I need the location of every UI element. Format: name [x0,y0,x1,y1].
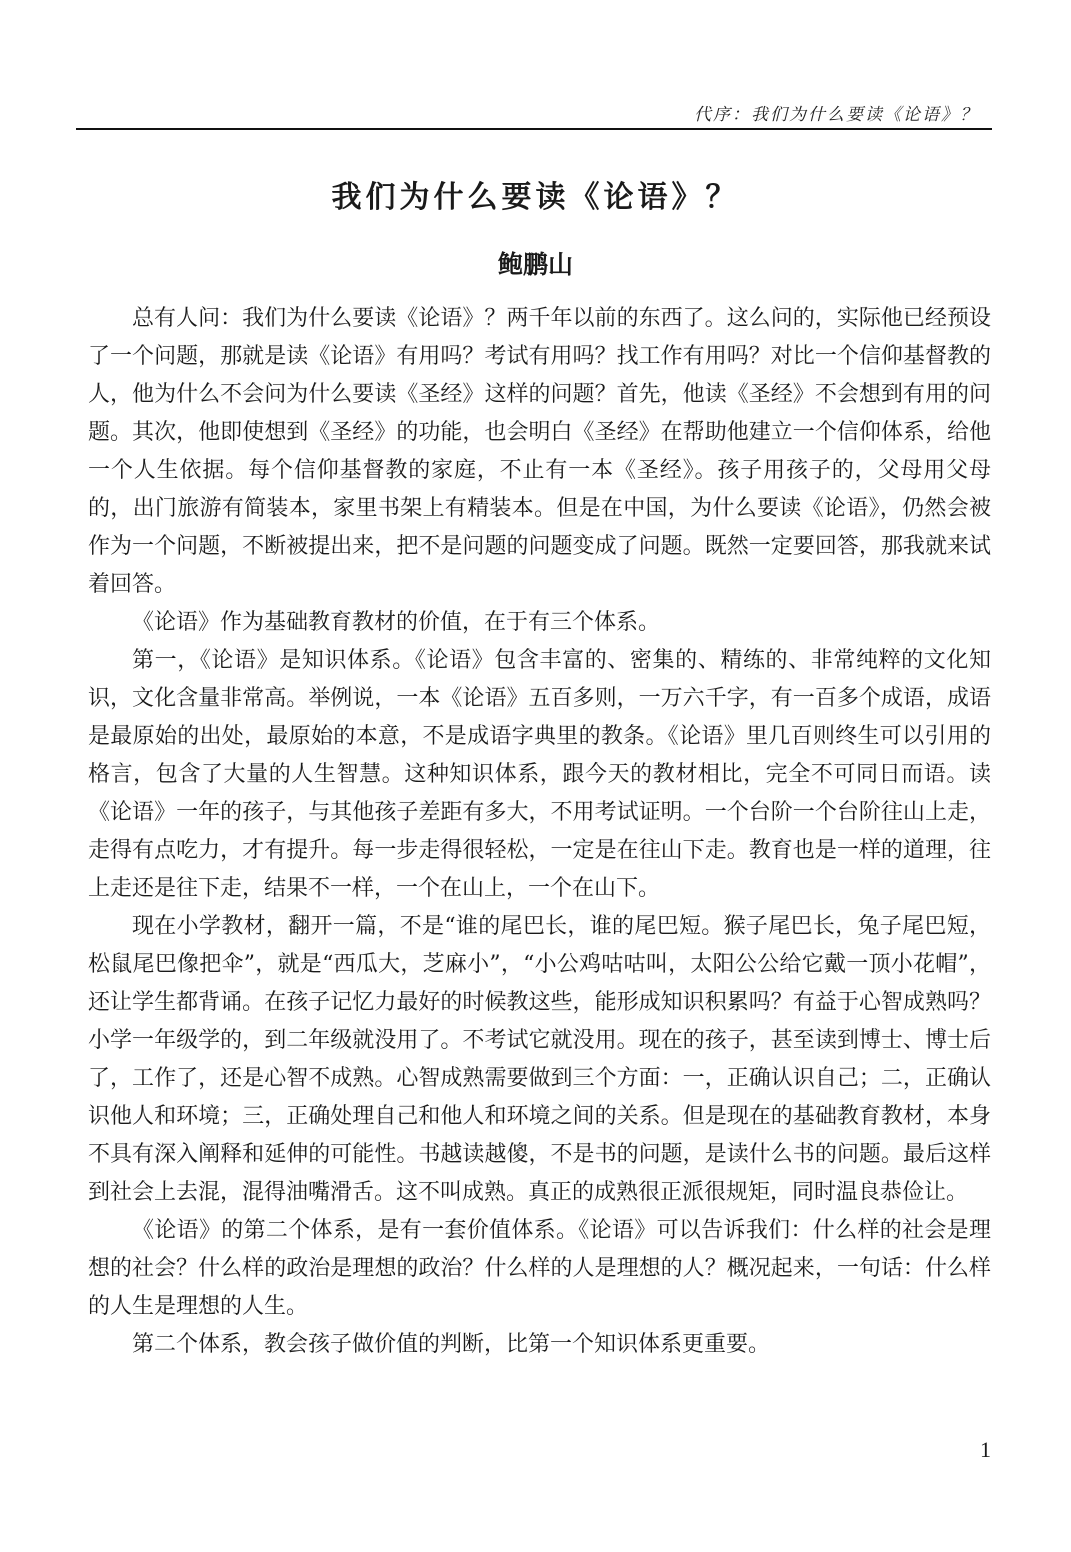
header-rule [76,128,992,130]
paragraph: 第一，《论语》是知识体系。《论语》包含丰富的、密集的、精练的、非常纯粹的文化知识，文化含量非常高。举例说，一本《论语》五百多则，一万六千字，有一百多个成语，成语是最原始的出处，最原始的本意，不是成语字典里的教条。《论语》里几百则终生可以引用的格言，包含了大量的人生智慧。这种知识体系，跟今天的教材相比，完全不可同日而语。读《论语》一年的孩子，与其他孩子差距有多大，不用考试证明。一个台阶一个台阶往山上走，走得有点吃力，才有提升。每一步走得很轻松，一定是在往山下走。教育也是一样的道理，往上走还是往下走，结果不一样，一个在山上，一个在山下。 [88,648,991,901]
running-header: 代序：我们为什么要读《论语》？ [694,105,979,125]
paragraph: 《论语》的第二个体系，是有一套价值体系。《论语》可以告诉我们：什么样的社会是理想的社会？什么样的政治是理想的政治？什么样的人是理想的人？概况起来，一句话：什么样的人生是理想的人生。 [88,1218,991,1319]
article-title: 我们为什么要读《论语》？ [331,180,740,215]
paragraph: 现在小学教材，翻开一篇，不是“谁的尾巴长，谁的尾巴短。猴子尾巴长，兔子尾巴短，松鼠尾巴像把伞”，就是“西瓜大，芝麻小”，“小公鸡咕咕叫，太阳公公给它戴一顶小花帽”，还让学生都背诵。在孩子记忆力最好的时候教这些，能形成知识积累吗？有益于心智成熟吗？小学一年级学的，到二年级就没用了。不考试它就没用。现在的孩子，甚至读到博士、博士后了，工作了，还是心智不成熟。心智成熟需要做到三个方面：一，正确认识自己；二，正确认识他人和环境；三，正确处理自己和他人和环境之间的关系。但是现在的基础教育教材，本身不具有深入阐释和延伸的可能性。书越读越傻，不是书的问题，是读什么书的问题。最后这样到社会上去混，混得油嘴滑舌。这不叫成熟。真正的成熟很正派很规矩，同时温良恭俭让。 [88,914,991,1205]
paragraph: 《论语》作为基础教育教材的价值，在于有三个体系。 [132,610,661,635]
page-number: 1 [980,1437,991,1462]
article-author: 鲍鹏山 [497,250,573,279]
paragraph: 总有人问：我们为什么要读《论语》？两千年以前的东西了。这么问的，实际他已经预设了一个问题，那就是读《论语》有用吗？考试有用吗？找工作有用吗？对比一个信仰基督教的人，他为什么不会问为什么要读《圣经》这样的问题？首先，他读《圣经》不会想到有用的问题。其次，他即使想到《圣经》的功能，也会明白《圣经》在帮助他建立一个信仰体系，给他一个人生依据。每个信仰基督教的家庭，不止有一本《圣经》。孩子用孩子的，父母用父母的，出门旅游有简装本，家里书架上有精装本。但是在中国，为什么要读《论语》，仍然会被作为一个问题，不断被提出来，把不是问题的问题变成了问题。既然一定要回答，那我就来试着回答。 [88,306,991,597]
paragraph: 第二个体系，教会孩子做价值的判断，比第一个知识体系更重要。 [132,1332,771,1357]
article-body [88,300,991,1364]
